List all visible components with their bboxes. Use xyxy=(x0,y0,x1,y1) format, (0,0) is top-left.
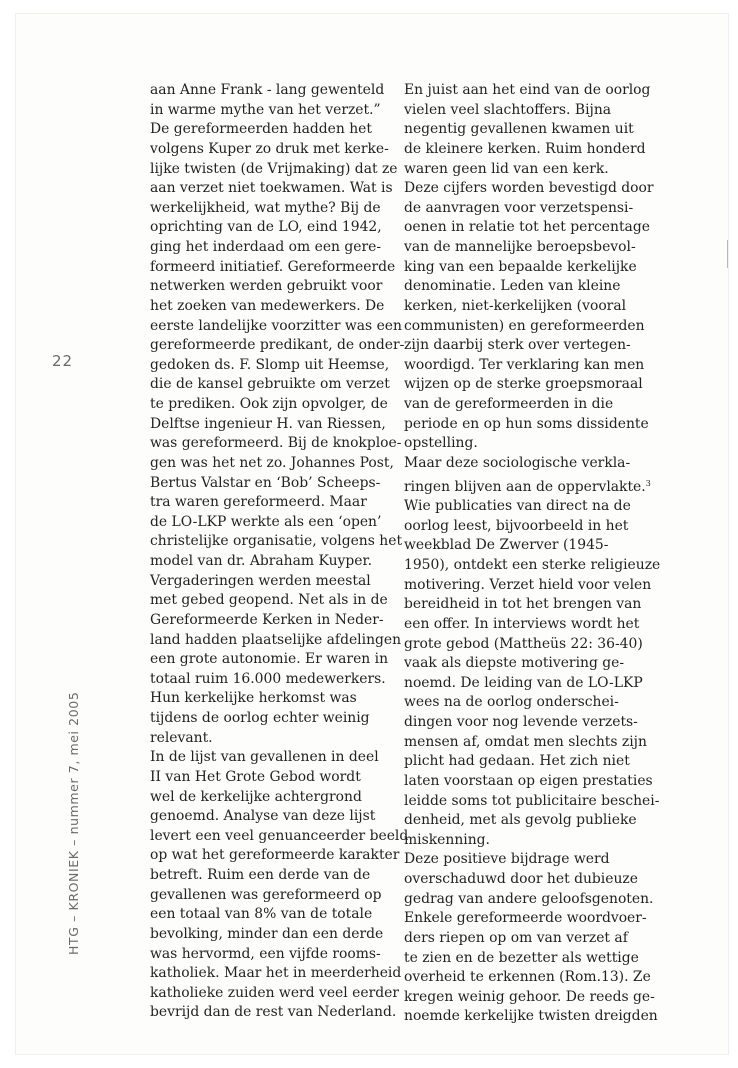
text-line: denheid, met als gevolg publieke xyxy=(404,812,637,829)
text-line: Delftse ingenieur H. van Riessen, xyxy=(150,415,386,432)
text-line: christelijke organisatie, volgens het xyxy=(150,533,403,550)
text-line: volgens Kuper zo druk met kerke- xyxy=(150,140,389,157)
text-line: te zien en de bezetter als wettige xyxy=(404,949,639,966)
text-line: in warme mythe van het verzet.” xyxy=(150,101,381,118)
text-line: overheid te erkennen (Rom.13). Ze xyxy=(404,969,651,986)
text-line: mensen af, omdat men slechts zijn xyxy=(404,733,647,750)
text-line: plicht had gedaan. Het zich niet xyxy=(404,753,630,770)
text-line: wijzen op de sterke groepsmoraal xyxy=(404,376,643,393)
text-line: netwerken werden gebruikt voor xyxy=(150,278,383,295)
text-line: miskenning. xyxy=(404,831,490,848)
text-line: 1950), ontdekt een sterke religieuze xyxy=(404,557,661,573)
running-footer: HTG – KRONIEK – nummer 7, mei 2005 xyxy=(66,691,81,955)
text-line: gereformeerde predikant, de onder- xyxy=(150,337,405,354)
text-line: formeerd initiatief. Gereformeerde xyxy=(150,258,396,275)
text-line: die de kansel gebruikte om verzet xyxy=(150,376,390,393)
text-line: grote gebod (Mattheüs 22: 36-40) xyxy=(404,635,643,652)
text-line: relevant. xyxy=(150,729,213,746)
text-line: overschaduwd door het dubieuze xyxy=(404,871,638,887)
text-line: van de gereformeerden in die xyxy=(404,396,614,412)
text-line: weekblad De Zwerver (1945- xyxy=(404,537,609,554)
text-line: woordigd. Ter verklaring kan men xyxy=(404,356,645,373)
page-number: 22 xyxy=(52,352,74,370)
text-line: In de lijst van gevallenen in deel xyxy=(150,749,379,766)
right-text-column xyxy=(404,81,664,1027)
text-line: kregen weinig gehoor. De reeds ge- xyxy=(404,988,655,1005)
text-line: een grote autonomie. Er waren in xyxy=(150,651,389,668)
left-text-column xyxy=(150,81,409,1023)
page-edge-mark xyxy=(727,240,728,268)
text-line: denominatie. Leden van kleine xyxy=(404,278,621,295)
text-line: periode en op hun soms dissidente xyxy=(404,415,649,432)
text-line: Gereformeerde Kerken in Neder- xyxy=(150,611,384,628)
text-line: kerken, niet-kerkelijken (vooral xyxy=(404,297,627,314)
text-line: aan Anne Frank - lang gewenteld xyxy=(150,82,385,98)
text-line: tra waren gereformeerd. Maar xyxy=(150,494,367,511)
text-line: motivering. Verzet hield voor velen xyxy=(404,576,652,593)
text-line: oprichting van de LO, eind 1942, xyxy=(150,219,382,236)
text-line: Wie publicaties van direct na de xyxy=(404,498,631,515)
text-line: Hun kerkelijke herkomst was xyxy=(150,690,357,707)
text-line: Enkele gereformeerde woordvoer- xyxy=(404,910,647,927)
text-line: Vergaderingen werden meestal xyxy=(150,572,371,589)
text-line: van de mannelijke beroepsbevol- xyxy=(404,239,636,255)
text-line: Maar deze sociologische verkla- xyxy=(404,454,631,471)
text-line: was gereformeerd. Bij de knokploe- xyxy=(150,435,402,452)
text-line: land hadden plaatselijke afdelingen xyxy=(150,631,402,648)
text-line: ging het inderdaad om een gere- xyxy=(150,239,382,255)
text-line: met gebed geopend. Net als in de xyxy=(150,592,388,609)
text-line: oenen in relatie tot het percentage xyxy=(404,219,650,236)
text-line: model van dr. Abraham Kuyper. xyxy=(150,553,372,569)
text-line: totaal ruim 16.000 medewerkers. xyxy=(150,670,386,687)
text-line: gevallenen was gereformeerd op xyxy=(150,886,382,903)
text-line: leidde soms tot publicitaire beschei- xyxy=(404,792,660,809)
text-line: gedrag van andere geloofsgenoten. xyxy=(404,890,654,907)
text-line: communisten) en gereformeerden xyxy=(404,317,645,334)
text-line: negentig gevallenen kwamen uit xyxy=(404,121,634,138)
text-line: zijn daarbij sterk over vertegen- xyxy=(404,337,631,354)
text-line: opstelling. xyxy=(404,435,478,452)
text-line: het zoeken van medewerkers. De xyxy=(150,297,385,314)
text-line: katholieke zuiden werd veel eerder xyxy=(150,984,399,1001)
text-line: eerste landelijke voorzitter was een xyxy=(150,317,402,334)
text-line: De gereformeerden hadden het xyxy=(150,121,372,138)
text-line: een offer. In interviews wordt het xyxy=(404,615,640,632)
text-line: betreft. Ruim een derde van de xyxy=(150,867,371,883)
text-line: katholiek. Maar het in meerderheid xyxy=(150,965,402,982)
footnote-marker: 3 xyxy=(645,478,651,488)
text-line: wees na de oorlog onderschei- xyxy=(404,694,619,711)
text-line: een totaal van 8% van de totale xyxy=(150,906,373,923)
text-line: wel de kerkelijke achtergrond xyxy=(150,788,362,805)
text-line: werkelijkheid, wat mythe? Bij de xyxy=(150,199,381,216)
text-line: waren geen lid van een kerk. xyxy=(404,160,609,177)
text-line: oorlog leest, bijvoorbeeld in het xyxy=(404,517,629,534)
text-line: vielen veel slachtoffers. Bijna xyxy=(404,101,612,118)
text-line: II van Het Grote Gebod wordt xyxy=(150,768,361,785)
text-line: gedoken ds. F. Slomp uit Heemse, xyxy=(150,356,390,373)
text-line: aan verzet niet toekwamen. Wat is xyxy=(150,180,393,197)
text-line: de aanvragen voor verzetspensi- xyxy=(404,199,634,216)
text-line: op wat het gereformeerde karakter xyxy=(150,847,400,864)
text-line: Deze cijfers worden bevestigd door xyxy=(404,180,654,197)
text-line: noemde kerkelijke twisten dreigden xyxy=(404,1008,658,1025)
text-line: king van een bepaalde kerkelijke xyxy=(404,258,637,275)
text-line: bevrijd dan de rest van Nederland. xyxy=(150,1004,397,1021)
text-line: tijdens de oorlog echter weinig xyxy=(150,710,370,726)
text-line: Deze positieve bijdrage werd xyxy=(404,851,610,868)
text-line: dingen voor nog levende verzets- xyxy=(404,714,638,730)
text-line: genoemd. Analyse van deze lijst xyxy=(150,808,376,825)
text-line: gen was het net zo. Johannes Post, xyxy=(150,454,394,471)
text-line: de kleinere kerken. Ruim honderd xyxy=(404,140,646,157)
text-line: te prediken. Ook zijn opvolger, de xyxy=(150,396,388,412)
text-line: ders riepen op om van verzet af xyxy=(404,929,628,946)
text-line: lijke twisten (de Vrijmaking) dat ze xyxy=(150,160,398,177)
text-line: de LO-LKP werkte als een ‘open’ xyxy=(150,513,382,530)
text-line: bevolking, minder dan een derde xyxy=(150,925,384,942)
text-line: laten voorstaan op eigen prestaties xyxy=(404,772,653,789)
text-line: ringen blijven aan de oppervlakte.$^3$ xyxy=(404,478,651,495)
text-line: En juist aan het eind van de oorlog xyxy=(404,82,651,98)
text-line: Bertus Valstar en ‘Bob’ Scheeps- xyxy=(150,474,381,491)
text-line: levert een veel genuanceerder beeld xyxy=(150,827,409,844)
text-line: bereidheid in tot het brengen van xyxy=(404,596,642,613)
text-line: was hervormd, een vijfde rooms- xyxy=(150,945,381,962)
text-line: vaak als diepste motivering ge- xyxy=(404,655,625,672)
text-line: noemd. De leiding van de LO-LKP xyxy=(404,674,643,691)
